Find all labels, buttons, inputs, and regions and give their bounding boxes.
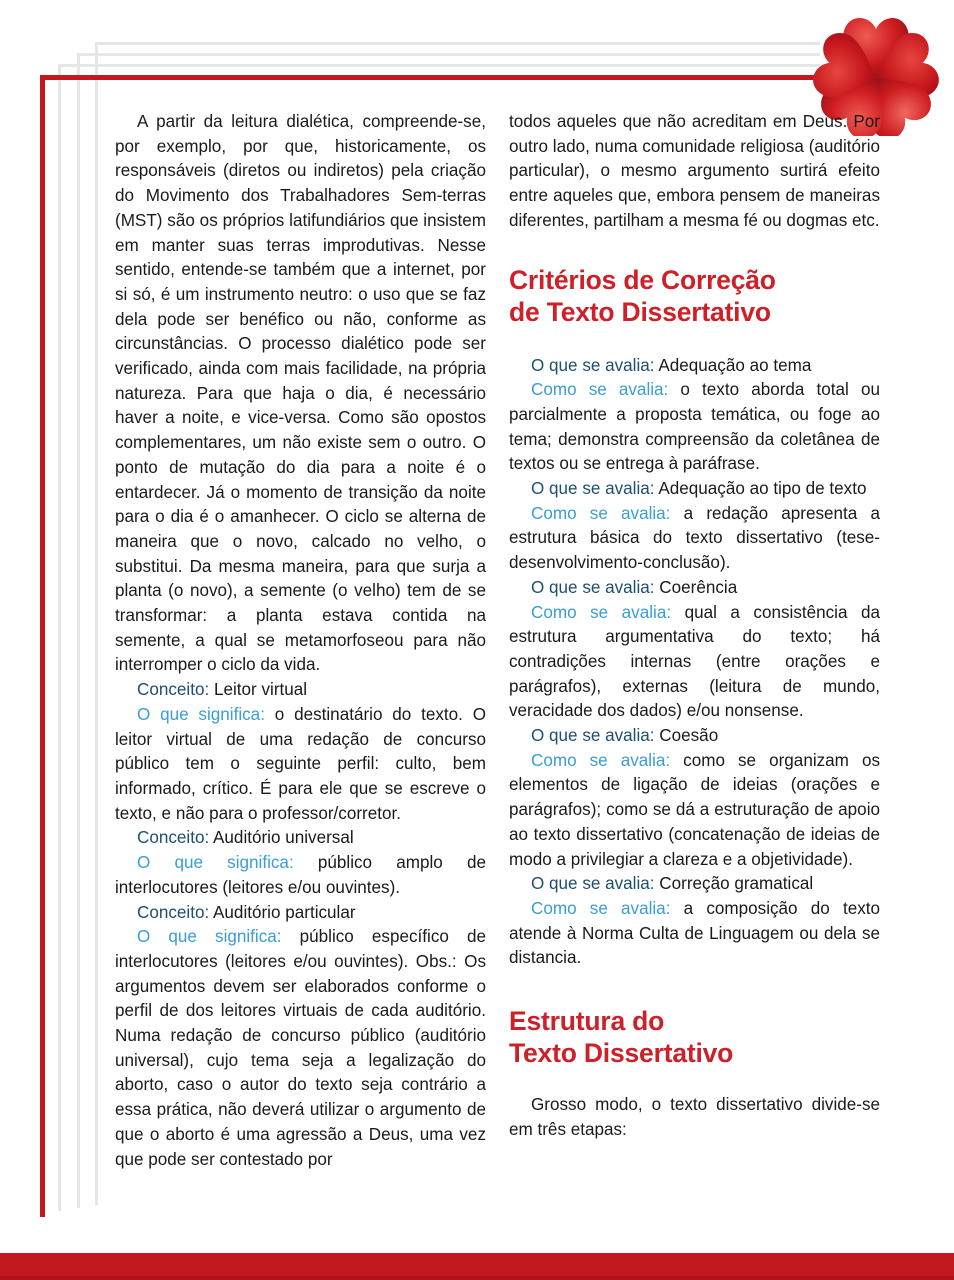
criterion-4-como-se-avalia	[509, 749, 880, 873]
criterion-5-como-se-avalia	[509, 897, 880, 971]
label-o-que-significa: O que significa:	[137, 704, 265, 724]
criterion-1-como-se-avalia	[509, 378, 880, 477]
value-criterion-2: Adequação ao tipo de texto	[654, 479, 867, 499]
label-o-que-se-avalia: O que se avalia:	[531, 577, 655, 597]
label-como-se-avalia: Como se avalia:	[531, 898, 671, 918]
right-text-column	[509, 110, 880, 1175]
label-o-que-se-avalia: O que se avalia:	[531, 479, 655, 499]
two-column-text-body	[115, 110, 880, 1175]
criterion-2-o-que-se-avalia	[509, 477, 880, 502]
criterion-3-como-se-avalia	[509, 601, 880, 725]
heading-line-2: de Texto Dissertativo	[509, 296, 771, 327]
section-heading-estrutura	[509, 1005, 880, 1069]
value-criterion-1: Adequação ao tema	[654, 355, 812, 375]
label-o-que-significa: O que significa:	[137, 927, 282, 947]
value-criterion-5: Correção gramatical	[654, 874, 814, 894]
value-criterion-1-como: o texto aborda total ou parcialmente a proposta temática, ou foge ao tema; demonstra compreensão da coletânea de textos ou se entrega à paráfrase.	[509, 380, 880, 474]
spacer	[509, 1069, 880, 1093]
value-criterion-5-como: a composição do texto atende à Norma Culta de Linguagem ou dela se distancia.	[509, 898, 881, 968]
spacer	[509, 328, 880, 354]
value-criterion-2-como: a redação apresenta a estrutura básica do texto dissertativo (tese-desenvolvimento-conclusão).	[509, 503, 880, 573]
paragraph-conceito-auditorio-universal	[115, 826, 486, 851]
value-significa-leitor-virtual: o destinatário do texto. O leitor virtual de uma redação de concurso público tem o seguinte perfil: culto, bem informado, crítico. É para ele que se escreve o texto, e não para o professor/corretor.	[115, 704, 486, 823]
paragraph-significa-auditorio-universal	[115, 851, 486, 900]
value-criterion-3: Coerência	[654, 577, 738, 597]
label-o-que-significa: O que significa:	[137, 853, 294, 873]
paragraph-continuacao-deus: todos aqueles que não acreditam em Deus. Por outro lado, numa comunidade religiosa (auditório particular), o mesmo argumento surtirá efeito entre aqueles que, embora pensem de maneiras diferentes, partilham a mesma fé ou dogmas etc.	[509, 112, 880, 230]
spacer	[509, 971, 880, 1005]
value-auditorio-universal: Auditório universal	[209, 828, 354, 848]
paragraph-significa-auditorio-particular	[115, 925, 486, 1172]
heading-line-1: Estrutura do	[509, 1006, 665, 1037]
value-criterion-4-como: como se organizam os elementos de ligação de ideias (orações e parágrafos); como se dá a estruturação de apoio ao texto dissertativo (concatenação de ideias de modo a privilegiar a clareza e a objetividade).	[509, 750, 880, 869]
criterion-2-como-se-avalia	[509, 502, 880, 576]
label-conceito: Conceito:	[137, 680, 210, 700]
left-text-column	[115, 110, 486, 1175]
criterion-4-o-que-se-avalia	[509, 724, 880, 749]
section-heading-criterios	[509, 264, 880, 328]
paragraph-grosso-modo: Grosso modo, o texto dissertativo divide-se em três etapas:	[509, 1095, 880, 1139]
paragraph-conceito-leitor-virtual	[115, 678, 486, 703]
label-conceito: Conceito:	[137, 902, 210, 922]
criterion-5-o-que-se-avalia	[509, 872, 880, 897]
criterion-1-o-que-se-avalia	[509, 354, 880, 379]
label-o-que-se-avalia: O que se avalia:	[531, 726, 655, 746]
paragraph-conceito-auditorio-particular	[115, 901, 486, 926]
value-significa-auditorio-universal: público amplo de interlocutores (leitores e/ou ouvintes).	[115, 853, 486, 897]
value-auditorio-particular: Auditório particular	[209, 902, 356, 922]
label-como-se-avalia: Como se avalia:	[531, 750, 671, 770]
label-o-que-se-avalia: O que se avalia:	[531, 874, 655, 894]
heading-line-1: Critérios de Correção	[509, 264, 776, 295]
label-como-se-avalia: Como se avalia:	[531, 503, 671, 523]
footer-red-bar-shadow	[0, 1276, 954, 1280]
value-leitor-virtual: Leitor virtual	[209, 680, 308, 700]
spacer	[509, 234, 880, 264]
label-como-se-avalia: Como se avalia:	[531, 380, 669, 400]
paragraph-dialetica: A partir da leitura dialética, compreende-se, por exemplo, por que, historicamente, os responsáveis (diretos ou indiretos) pela criação do Movimento dos Trabalhadores Sem-terras (MST) são os próprios latifundiários que insistem em manter suas terras improdutivas. Nesse sentido, entende-se também que a internet, por si só, é um instrumento neutro: o uso que se faz dela pode ser benéfico ou não, conforme as circunstâncias. O processo dialético pode ser verificado, ainda com mais facilidade, na própria natureza. Para que haja o dia, é necessário haver a noite, e vice-versa. Como são opostos complementares, um não existe sem o outro. O ponto de mutação do dia para a noite é o entardecer. Já o momento de transição da noite para o dia é o amanhecer. O ciclo se alterna de maneira que o novo, calcado no velho, o substitui. Da mesma maneira, para que surja a planta (o novo), a semente (o velho) tem de se transformar: a planta estava contida na semente, a qual se metamorfoseou para não interromper o ciclo da vida.	[115, 112, 486, 675]
value-criterion-4: Coesão	[654, 726, 719, 746]
paragraph-significa-leitor-virtual	[115, 703, 486, 827]
label-conceito: Conceito:	[137, 828, 210, 848]
label-como-se-avalia: Como se avalia:	[531, 602, 672, 622]
value-significa-auditorio-particular: público específico de interlocutores (leitores e/ou ouvintes). Obs.: Os argumentos devem ser elaborados conforme o perfil de dos leitores virtuais de cada auditório. Numa redação de concurso público (auditório universal), cujo tema seja a legalização do aborto, caso o autor do texto seja contrário a essa prática, não deverá utilizar o argumento de que o aborto é uma agressão a Deus, uma vez que pode ser contestado por	[115, 927, 486, 1169]
criterion-3-o-que-se-avalia	[509, 576, 880, 601]
label-o-que-se-avalia: O que se avalia:	[531, 355, 655, 375]
value-criterion-3-como: qual a consistência da estrutura argumentativa do texto; há contradições internas (entre orações e parágrafos), externas (leitura de mundo, veracidade dos dados) e/ou nonsense.	[509, 602, 880, 721]
heading-line-2: Texto Dissertativo	[509, 1038, 734, 1069]
